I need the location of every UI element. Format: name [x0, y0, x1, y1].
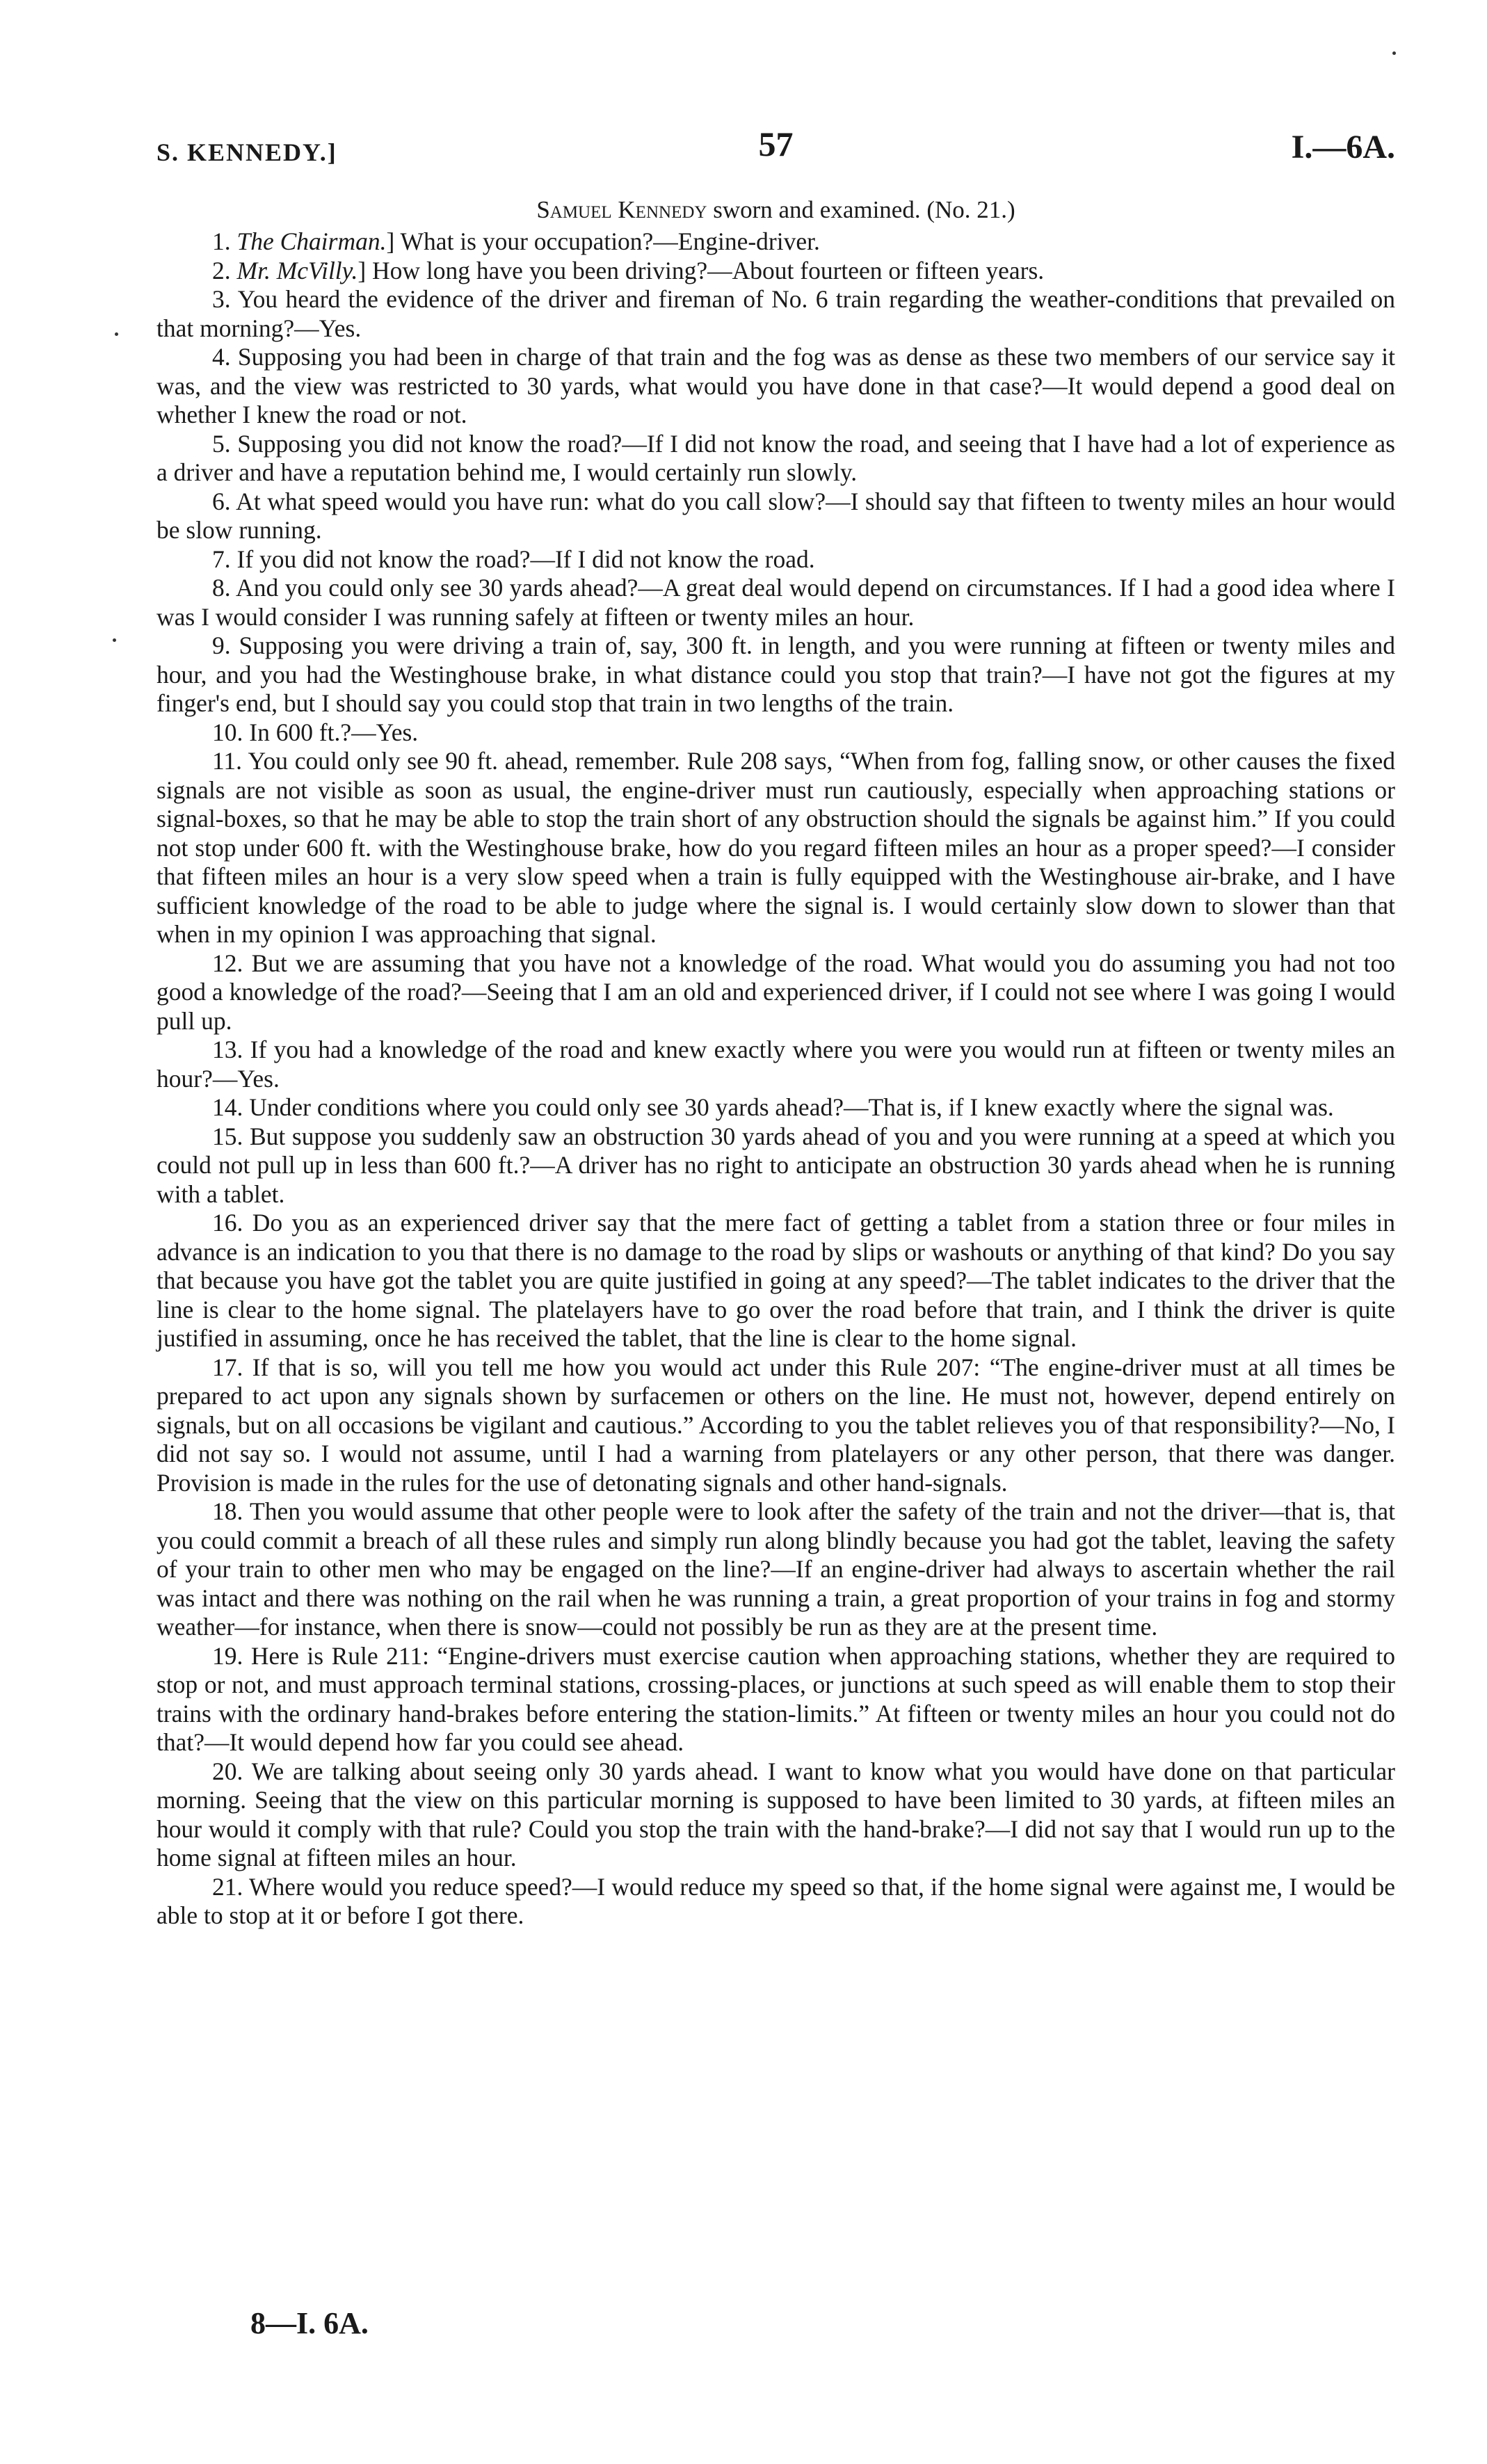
question-paragraph: 7. If you did not know the road?—If I did not know the road. — [212, 545, 815, 573]
question-paragraph: 20. We are talking about seeing only 30 yards ahead. I want to know what you would have done on that particular morning. Seeing that the view on this particular morning is supposed to have been limited to 30 yards, at fifteen miles an hour would it comply with that rule? Could you stop the train with the hand-brake?—I did not say that I would run up to the home signal at fifteen miles an hour. — [156, 1757, 1395, 1871]
question-paragraph: 19. Here is Rule 211: “Engine-drivers must exercise caution when approaching stations, whether they are required to stop or not, and must approach terminal stations, crossing-places, or junctions at such speed as will enable them to stop their trains with the ordinary hand-brakes before entering the station-limits.” At fifteen or twenty miles an hour you could not do that?—It would depend how far you could see ahead. — [156, 1641, 1395, 1756]
witness-name-header: S. KENNEDY.] — [156, 138, 337, 166]
title-rest: sworn and examined. (No. 21.) — [707, 196, 1015, 223]
signature-mark: 8—I. 6A. — [250, 2306, 369, 2340]
question-paragraph: 21. Where would you reduce speed?—I would reduce my speed so that, if the home signal were against me, I would be able to stop at it or before I got there. — [156, 1872, 1395, 1929]
question-paragraph: 16. Do you as an experienced driver say that the mere fact of getting a tablet from a station three or four miles in advance is an indication to you that there is no damage to the road by slips or washouts or anything of that kind? Do you say that because you have got the tablet you are quite justified in going at any speed?—The tablet indicates to the driver that the line is clear to the home signal. The platelayers have to go over the road before that train, and I think the driver is quite justified in assuming, once he has received the tablet, that the line is clear to the home signal. — [156, 1209, 1395, 1352]
witness-name: Samuel Kennedy — [536, 196, 707, 223]
speaker: Mr. McVilly. — [236, 256, 358, 284]
paper-speck — [113, 638, 116, 642]
paper-speck — [115, 332, 118, 336]
question-paragraph: 15. But suppose you suddenly saw an obstruction 30 yards ahead of you and you were running at a speed at which you could not pull up in less than 600 ft.?—A driver has no right to anticipate an obstruction 30 yards ahead when he is running with a tablet. — [156, 1122, 1395, 1208]
question-paragraph: 12. But we are assuming that you have not a knowledge of the road. What would you do assuming you had not too good a knowledge of the road?—Seeing that I am an old and experienced driver, if I could not see where I was going I would pull up. — [156, 949, 1395, 1035]
question-paragraph: 13. If you had a knowledge of the road and knew exactly where you were you would run at fifteen or twenty miles an hour?—Yes. — [156, 1036, 1395, 1093]
question-paragraph: 17. If that is so, will you tell me how you would act under this Rule 207: “The engine-driver must at all times be prepared to act upon any signals shown by surfacemen or others on the line. He must not, however, depend entirely on signals, but on all occasions be vigilant and cautious.” According to you the tablet relieves you of that responsibility?—No, I did not say so. I would not assume, until I had a warning from platelayers or any other person, that there was danger. Provision is made in the rules for the use of detonating signals and other hand-signals. — [156, 1353, 1395, 1497]
question-paragraph: 6. At what speed would you have run: what do you call slow?—I should say that fifteen to twenty miles an hour would be slow running. — [156, 487, 1395, 544]
question-paragraph: 5. Supposing you did not know the road?—If I did not know the road, and seeing that I have had a lot of experience as a driver and have a reputation behind me, I would certainly run slowly. — [156, 429, 1395, 486]
document-reference: I.—6A. — [1291, 129, 1395, 166]
paper-speck — [1392, 51, 1396, 55]
question-paragraph: 8. And you could only see 30 yards ahead?—A great deal would depend on circumstances. If I had a good idea where I was I would consider I was running safely at fifteen or twenty miles an hour. — [156, 574, 1395, 631]
running-header — [156, 124, 1395, 179]
question-paragraph: 18. Then you would assume that other people were to look after the safety of the train and not the driver—that is, that you could commit a breach of all these rules and simply run along blindly because you had got the tablet, leaving the safety of your train to other men who may be engaged on the line?—If an engine-driver had always to ascertain whether the rail was intact and there was nothing on the rail when he was running a train, a great proportion of your trains in fog and stormy weather—for instance, when there is snow—could not possibly be run as they are at the present time. — [156, 1497, 1395, 1641]
question-paragraph: 4. Supposing you had been in charge of that train and the fog was as dense as these two members of our service say it was, and the view was restricted to 30 yards, what would you have done in that case?—It would depend a good deal on whether I knew the road or not. — [156, 343, 1395, 428]
question-paragraph: 14. Under conditions where you could only see 30 yards ahead?—That is, if I knew exactly where the signal was. — [212, 1093, 1334, 1121]
page-number: 57 — [758, 124, 794, 163]
speaker: The Chairman. — [236, 227, 387, 255]
question-paragraph: 11. You could only see 90 ft. ahead, remember. Rule 208 says, “When from fog, falling snow, or other causes the fixed signals are not visible as soon as usual, the engine-driver must run cautiously, especially when approaching stations or signal-boxes, so that he may be able to stop the train short of any obstruction should the signals be against him.” If you could not stop under 600 ft. with the Westinghouse brake, how do you regard fifteen miles an hour as a proper speed?—I consider that fifteen miles an hour is a very slow speed when a train is fully equipped with the Westinghouse air-brake, and I have sufficient knowledge of the road to be able to judge where the signal is. I would certainly slow down to slower than that when in my opinion I was approaching that signal. — [156, 747, 1395, 948]
question-paragraph: 1. The Chairman.] What is your occupation?—Engine-driver. — [212, 227, 820, 255]
section-title — [156, 193, 1395, 227]
question-paragraph: 10. In 600 ft.?—Yes. — [212, 718, 419, 746]
testimony-body — [156, 227, 1395, 1931]
question-paragraph: 2. Mr. McVilly.] How long have you been driving?—About fourteen or fifteen years. — [212, 256, 1045, 284]
question-paragraph: 9. Supposing you were driving a train of, say, 300 ft. in length, and you were running at fifteen or twenty miles and hour, and you had the Westinghouse brake, in what distance could you stop that train?—I have not got the figures at my finger's end, but I should say you could stop that train in two lengths of the train. — [156, 631, 1395, 717]
question-paragraph: 3. You heard the evidence of the driver and fireman of No. 6 train regarding the weather-conditions that prevailed on that morning?—Yes. — [156, 285, 1395, 342]
